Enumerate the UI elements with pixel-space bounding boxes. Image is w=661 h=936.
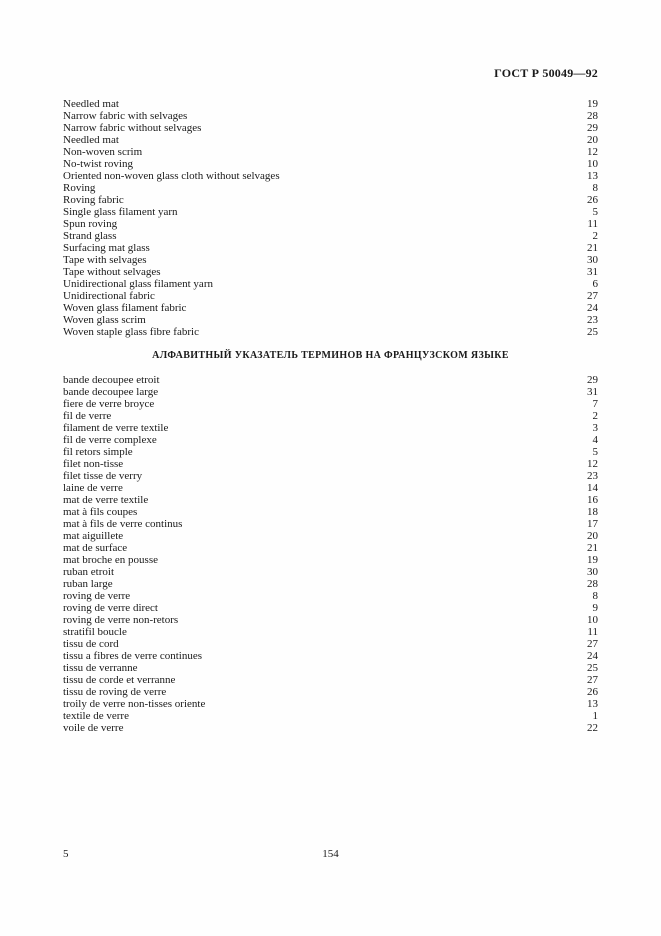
index-entry — [63, 266, 598, 278]
footer-left-number: 5 — [63, 848, 69, 860]
index-entry — [63, 158, 598, 170]
index-entry — [63, 218, 598, 230]
index-term: mat aiguillete — [63, 530, 124, 542]
french-term-index — [63, 374, 598, 734]
index-term-number: 10 — [587, 158, 598, 170]
index-entry — [63, 686, 598, 698]
index-entry — [63, 110, 598, 122]
index-term: Unidirectional glass filament yarn — [63, 278, 213, 290]
index-entry — [63, 290, 598, 302]
index-term: Non-woven scrim — [63, 146, 143, 158]
index-term-number: 23 — [587, 314, 598, 326]
index-term: mat à fils de verre continus — [63, 518, 183, 530]
index-term: Surfacing mat glass — [63, 242, 150, 254]
index-term: Roving fabric — [63, 194, 124, 206]
index-term-number: 12 — [587, 146, 598, 158]
index-term-number: 25 — [587, 326, 598, 338]
french-index-title: АЛФАВИТНЫЙ УКАЗАТЕЛЬ ТЕРМИНОВ НА ФРАНЦУЗСКОМ ЯЗЫКЕ — [152, 350, 509, 361]
index-term-number: 27 — [587, 638, 598, 650]
index-entry — [63, 434, 598, 446]
index-term: fiere de verre broyce — [63, 398, 155, 410]
index-entry — [63, 422, 598, 434]
index-term-number: 13 — [587, 170, 598, 182]
index-term: fil de verre — [63, 410, 112, 422]
index-term-number: 8 — [592, 182, 598, 194]
index-term-number: 6 — [592, 278, 598, 290]
index-term-number: 19 — [587, 98, 598, 110]
index-term-number: 31 — [587, 386, 598, 398]
index-term-number: 2 — [592, 410, 598, 422]
index-term: voile de verre — [63, 722, 124, 734]
index-term-number: 20 — [587, 530, 598, 542]
index-term: tissu de corde et verranne — [63, 674, 176, 686]
index-term-number: 24 — [587, 302, 598, 314]
index-entry — [63, 578, 598, 590]
index-term-number: 11 — [587, 218, 598, 230]
index-term-number: 13 — [587, 698, 598, 710]
index-entry — [63, 206, 598, 218]
index-entry — [63, 98, 598, 110]
index-entry — [63, 398, 598, 410]
index-term: Needled mat — [63, 98, 119, 110]
index-term: Woven glass filament fabric — [63, 302, 187, 314]
index-entry — [63, 146, 598, 158]
index-term-number: 1 — [592, 710, 598, 722]
index-entry — [63, 614, 598, 626]
index-term-number: 12 — [587, 458, 598, 470]
index-term-number: 28 — [587, 110, 598, 122]
index-term: tissu de cord — [63, 638, 119, 650]
index-entry — [63, 326, 598, 338]
index-term: Tape with selvages — [63, 254, 147, 266]
index-term: Oriented non-woven glass cloth without selvages — [63, 170, 280, 182]
index-entry — [63, 410, 598, 422]
index-entry — [63, 662, 598, 674]
index-entry — [63, 446, 598, 458]
index-term-number: 30 — [587, 566, 598, 578]
index-term: ruban etroit — [63, 566, 115, 578]
index-term: mat broche en pousse — [63, 554, 158, 566]
index-term: mat de verre textile — [63, 494, 149, 506]
index-entry — [63, 506, 598, 518]
index-term: tissu a fibres de verre continues — [63, 650, 202, 662]
index-term: Woven glass scrim — [63, 314, 146, 326]
index-term: laine de verre — [63, 482, 123, 494]
index-term: mat de surface — [63, 542, 128, 554]
index-entry — [63, 254, 598, 266]
index-term-number: 20 — [587, 134, 598, 146]
index-term-number: 11 — [587, 626, 598, 638]
index-term-number: 14 — [587, 482, 598, 494]
index-term-number: 29 — [587, 122, 598, 134]
index-entry — [63, 542, 598, 554]
index-term: mat à fils coupes — [63, 506, 138, 518]
index-entry — [63, 134, 598, 146]
index-entry — [63, 242, 598, 254]
index-term: Single glass filament yarn — [63, 206, 178, 218]
index-entry — [63, 530, 598, 542]
index-entry — [63, 518, 598, 530]
document-code: ГОСТ Р 50049—92 — [494, 66, 598, 80]
index-term: fil de verre complexe — [63, 434, 157, 446]
index-term: roving de verre — [63, 590, 131, 602]
index-term: Unidirectional fabric — [63, 290, 155, 302]
index-entry — [63, 170, 598, 182]
index-term: ruban large — [63, 578, 113, 590]
index-entry — [63, 386, 598, 398]
index-term-number: 5 — [592, 446, 598, 458]
index-term-number: 5 — [592, 206, 598, 218]
index-entry — [63, 674, 598, 686]
index-term-number: 21 — [587, 542, 598, 554]
index-entry — [63, 374, 598, 386]
index-entry — [63, 470, 598, 482]
index-entry — [63, 626, 598, 638]
index-term: Strand glass — [63, 230, 117, 242]
index-entry — [63, 302, 598, 314]
index-term: stratifil boucle — [63, 626, 127, 638]
index-term: No-twist roving — [63, 158, 133, 170]
english-term-index — [63, 98, 598, 338]
index-entry — [63, 314, 598, 326]
index-term: roving de verre direct — [63, 602, 158, 614]
index-term: filet tisse de verry — [63, 470, 143, 482]
index-entry — [63, 638, 598, 650]
index-entry — [63, 230, 598, 242]
index-term-number: 29 — [587, 374, 598, 386]
index-term: Narrow fabric without selvages — [63, 122, 202, 134]
index-term: troily de verre non-tisses oriente — [63, 698, 206, 710]
index-term-number: 23 — [587, 470, 598, 482]
index-term-number: 28 — [587, 578, 598, 590]
index-term: filament de verre textile — [63, 422, 169, 434]
index-entry — [63, 278, 598, 290]
index-term-number: 2 — [592, 230, 598, 242]
index-term: bande decoupee etroit — [63, 374, 160, 386]
index-term-number: 17 — [587, 518, 598, 530]
index-term: textile de verre — [63, 710, 129, 722]
index-term: filet non-tisse — [63, 458, 124, 470]
index-entry — [63, 650, 598, 662]
index-term-number: 3 — [592, 422, 598, 434]
index-term: Spun roving — [63, 218, 118, 230]
index-term: Roving — [63, 182, 96, 194]
index-entry — [63, 182, 598, 194]
index-entry — [63, 710, 598, 722]
index-term-number: 30 — [587, 254, 598, 266]
index-term-number: 22 — [587, 722, 598, 734]
index-term: tissu de verranne — [63, 662, 138, 674]
index-entry — [63, 494, 598, 506]
index-term: Narrow fabric with selvages — [63, 110, 188, 122]
index-term: fil retors simple — [63, 446, 133, 458]
index-entry — [63, 554, 598, 566]
index-entry — [63, 590, 598, 602]
index-term: tissu de roving de verre — [63, 686, 167, 698]
index-term-number: 10 — [587, 614, 598, 626]
index-entry — [63, 194, 598, 206]
index-entry — [63, 566, 598, 578]
index-entry — [63, 698, 598, 710]
index-term-number: 9 — [592, 602, 598, 614]
index-entry — [63, 122, 598, 134]
index-term-number: 26 — [587, 194, 598, 206]
index-term-number: 24 — [587, 650, 598, 662]
index-term-number: 27 — [587, 290, 598, 302]
index-term-number: 16 — [587, 494, 598, 506]
index-entry — [63, 458, 598, 470]
index-term: Tape without selvages — [63, 266, 161, 278]
index-entry — [63, 722, 598, 734]
index-term: roving de verre non-retors — [63, 614, 179, 626]
index-term-number: 7 — [592, 398, 598, 410]
index-term-number: 31 — [587, 266, 598, 278]
index-term: bande decoupee large — [63, 386, 159, 398]
index-term-number: 21 — [587, 242, 598, 254]
index-term-number: 27 — [587, 674, 598, 686]
index-term-number: 4 — [592, 434, 598, 446]
index-term-number: 8 — [592, 590, 598, 602]
page-number: 154 — [322, 848, 339, 860]
index-entry — [63, 602, 598, 614]
index-term-number: 18 — [587, 506, 598, 518]
index-term-number: 25 — [587, 662, 598, 674]
index-term-number: 19 — [587, 554, 598, 566]
index-term: Woven staple glass fibre fabric — [63, 326, 199, 338]
index-entry — [63, 482, 598, 494]
index-term: Needled mat — [63, 134, 119, 146]
index-term-number: 26 — [587, 686, 598, 698]
